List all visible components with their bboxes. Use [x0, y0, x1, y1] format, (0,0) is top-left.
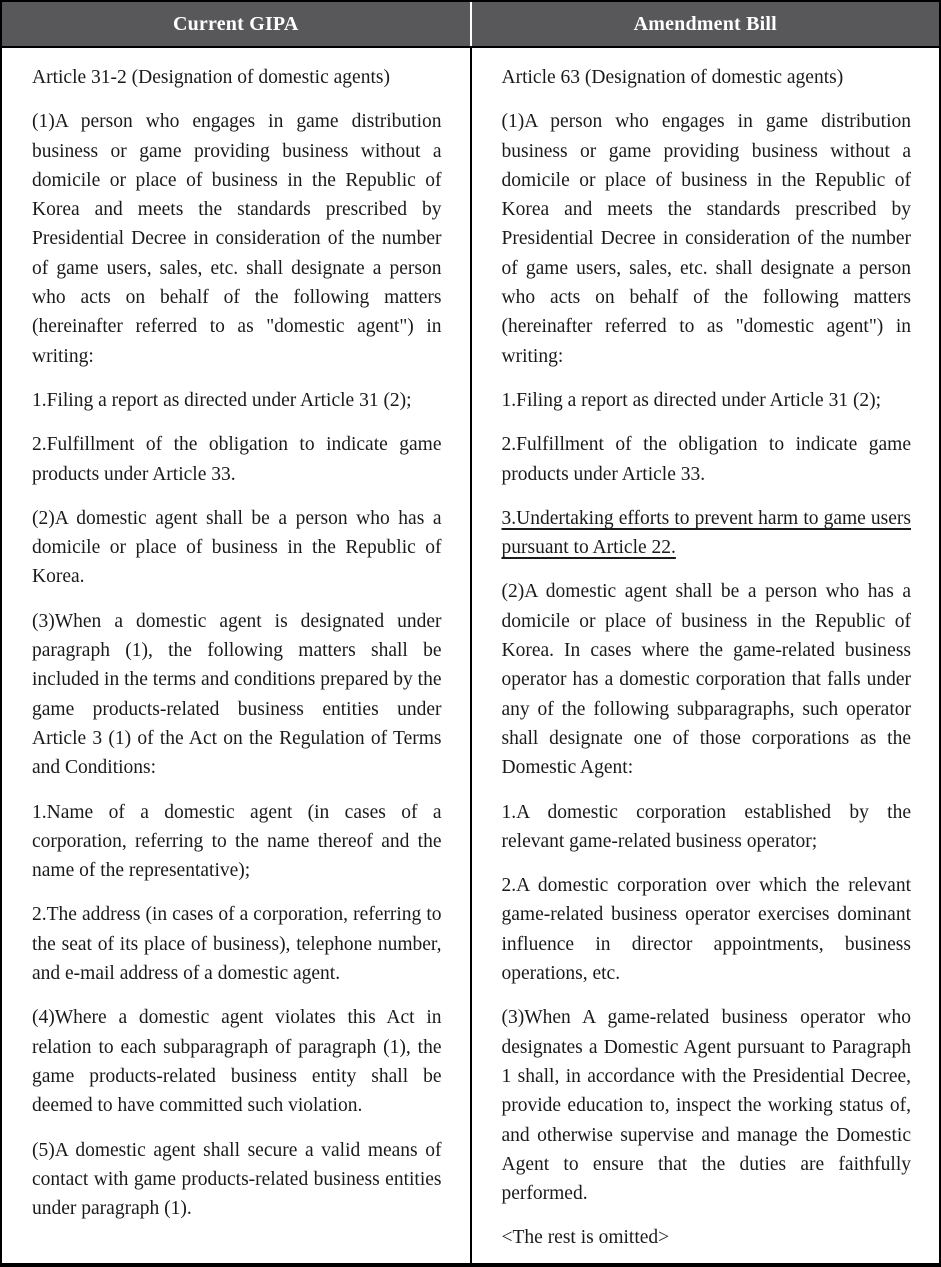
paragraph: (1)A person who engages in game distribution business or game providing business without a domicile or place of business in the Republic of Korea and meets the standards prescribed by Presidential Decree in consideration of the number of game users, sales, etc. shall designate a person who acts on behalf of the following matters (hereinafter referred to as "domestic agent") in writing:: [32, 111, 442, 367]
paragraph: (5)A domestic agent shall secure a valid means of contact with game products-related business entities under paragraph (1).: [32, 1139, 442, 1220]
paragraph: 2.A domestic corporation over which the relevant game-related business operator exercises dominant influence in director appointments, business operations, etc.: [501, 875, 911, 985]
paragraph: Article 31-2 (Designation of domestic agents): [32, 67, 390, 88]
paragraph: 3.Undertaking efforts to prevent harm to game users pursuant to Article 22.: [501, 507, 911, 559]
table-header-row: [2, 2, 939, 48]
paragraph: Article 63 (Designation of domestic agents): [501, 67, 844, 88]
paragraph: 1.Filing a report as directed under Article 31 (2);: [32, 389, 412, 411]
paragraph: (2)A domestic agent shall be a person who has a domicile or place of business in the Republic of Korea. In cases where the game-related business operator has a domestic corporation that falls under any of the following subparagraphs, such operator shall designate one of those corporations as the Domestic Agent:: [501, 581, 911, 779]
paragraph: (3)When a domestic agent is designated under paragraph (1), the following matters shall be included in the terms and conditions prepared by the game products-related business entities under Article 3 (1) of the Act on the Regulation of Terms and Conditions:: [32, 610, 442, 779]
paragraph: 1.Name of a domestic agent (in cases of a corporation, referring to the name thereof and the name of the representative);: [32, 801, 442, 882]
paragraph: (3)When A game-related business operator who designates a Domestic Agent pursuant to Paragraph 1 shall, in accordance with the Presidential Decree, provide education to, inspect the working status of, and otherwise supervise and manage the Domestic Agent to ensure that the duties are faithfully performed.: [501, 1007, 911, 1205]
paragraph: 1.Filing a report as directed under Article 31 (2);: [501, 389, 882, 411]
table-body-row: [2, 48, 939, 1263]
paragraph: <The rest is omitted>: [501, 1227, 670, 1249]
paragraph: 2.The address (in cases of a corporation, referring to the seat of its place of business), telephone number, and e-mail address of a domestic agent.: [32, 904, 442, 985]
paragraph: 2.Fulfillment of the obligation to indicate game products under Article 33.: [32, 434, 442, 485]
paragraph: (4)Where a domestic agent violates this Act in relation to each subparagraph of paragraph (1), the game products-related business entity shall be deemed to have committed such violation.: [32, 1007, 442, 1117]
header-cell-amendment-bill: Amendment Bill: [633, 12, 777, 35]
paragraph: (2)A domestic agent shall be a person who has a domicile or place of business in the Republic of Korea.: [32, 507, 442, 588]
paragraph: 2.Fulfillment of the obligation to indicate game products under Article 33.: [501, 434, 911, 485]
paragraph: 1.A domestic corporation established by the relevant game-related business operator;: [501, 801, 911, 852]
paragraph: (1)A person who engages in game distribution business or game providing business without a domicile or place of business in the Republic of Korea and meets the standards prescribed by Presidential Decree in consideration of the number of game users, sales, etc. shall designate a person who acts on behalf of the following matters (hereinafter referred to as "domestic agent") in writing:: [501, 111, 911, 367]
body-cell-current-gipa: [2, 48, 472, 1263]
header-cell-current-gipa: Current GIPA: [2, 2, 472, 46]
body-cell-amendment-bill: [472, 48, 940, 1263]
